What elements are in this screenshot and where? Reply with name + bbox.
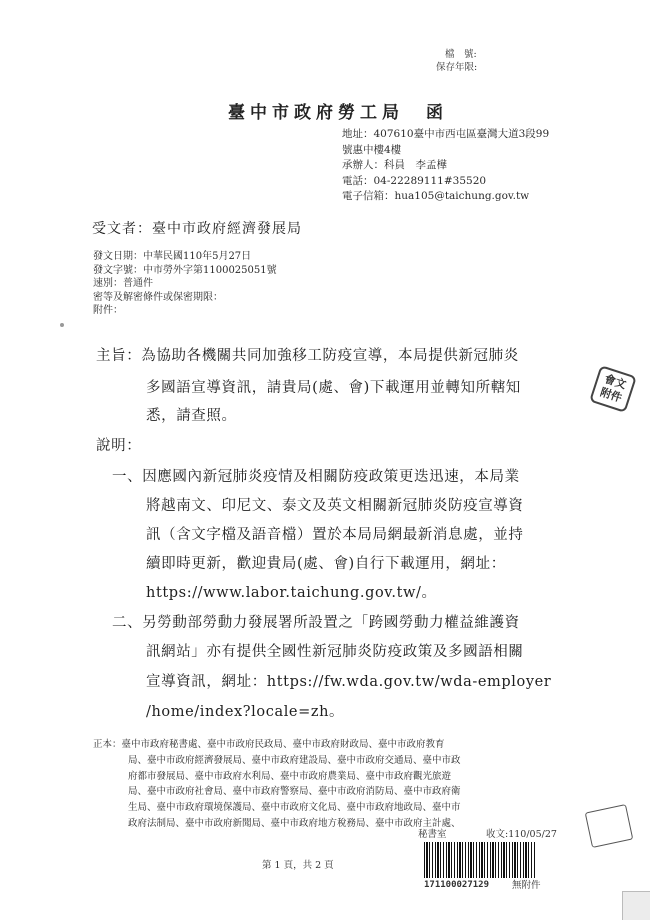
received-stamp — [589, 365, 637, 413]
retention-period-label: 保存年限: — [436, 62, 478, 73]
received-stamp-line-1: 會文 — [602, 372, 628, 392]
received-stamp-line-2: 附件 — [598, 385, 624, 405]
barcode-number: 171100027129 — [424, 880, 490, 890]
item1-url: https://www.labor.taichung.gov.tw/。 — [146, 585, 437, 601]
phone: 電話：04-22289111#35520 — [342, 174, 487, 187]
delivery-speed: 速別：普通件 — [93, 278, 153, 289]
contact-block — [342, 127, 549, 205]
no-attachment-note: 無附件 — [512, 880, 541, 891]
subject-line-3: 悉，請查照。 — [146, 408, 237, 424]
item2-line-1: 二、另勞動部勞動力發展署所設置之「跨國勞動力權益維護資 — [112, 615, 520, 631]
security-level: 密等及解密條件或保密期限： — [93, 291, 223, 303]
receipt-barcode — [424, 842, 536, 878]
item1-line-2: 將越南文、印尼文、泰文及英文相關新冠肺炎防疫宣導資 — [146, 498, 524, 514]
cc-line-2: 局、臺中市政府經濟發展局、臺中市政府建設局、臺中市政府交通局、臺中市政 — [128, 754, 461, 766]
email: 電子信箱：hua105@taichung.gov.tw — [342, 190, 530, 202]
item2-line-2: 訊網站」亦有提供全國性新冠肺炎防疫政策及多國語相關 — [146, 644, 524, 660]
cc-block — [93, 737, 461, 832]
item1-line-3: 訊（含文字檔及語音檔）置於本局局網最新消息處，並持 — [146, 527, 524, 543]
subject-line-2: 多國語宣導資訊，請貴局(處、會)下載運用並轉知所轄知 — [146, 380, 521, 396]
document-title: 臺中市政府勞工局 函 — [228, 103, 448, 123]
cc-line-1: 正本：臺中市政府秘書處、臺中市政府民政局、臺中市政府財政局、臺中市政府教育 — [93, 739, 445, 750]
file-number-label: 檔 號: — [445, 49, 477, 60]
page-number: 第 1 頁，共 2 頁 — [262, 860, 334, 871]
cc-line-6: 政府法制局、臺中市政府新聞局、臺中市政府地方稅務局、臺中市政府主計處、 — [128, 817, 461, 829]
item1-line-1: 一、因應國內新冠肺炎疫情及相關防疫政策更迭迅速，本局業 — [112, 469, 520, 485]
document-mark-icon — [585, 804, 634, 848]
page-corner-fold — [622, 891, 650, 920]
meta-block — [93, 250, 277, 318]
receipt-office: 秘書室 — [418, 829, 447, 840]
subject-line-1: 主旨：為協助各機關共同加強移工防疫宣導，本局提供新冠肺炎 — [96, 348, 519, 364]
item2-line-4: /home/index?locale=zh。 — [146, 704, 345, 720]
receipt-date: 收文:110/05/27 — [486, 829, 557, 840]
explanation-heading: 說明： — [96, 438, 142, 454]
cc-line-5: 生局、臺中市政府環境保護局、臺中市政府文化局、臺中市政府地政局、臺中市 — [128, 802, 461, 814]
cc-line-3: 府都市發展局、臺中市政府水利局、臺中市政府農業局、臺中市政府觀光旅遊 — [128, 770, 452, 782]
item1-line-4: 續即時更新，歡迎貴局(處、會)自行下載運用，網址： — [146, 556, 506, 572]
item2-line-3: 宣導資訊，網址：https://fw.wda.gov.tw/wda-employer — [146, 674, 552, 690]
address-line-1: 地址：407610臺中市西屯區臺灣大道3段99 — [342, 128, 550, 140]
document-number: 發文字號：中市勞外字第1100025051號 — [93, 264, 277, 276]
attachment-label: 附件： — [93, 305, 123, 316]
recipient: 受文者：臺中市政府經濟發展局 — [92, 221, 302, 237]
cc-line-4: 局、臺中市政府社會局、臺中市政府警察局、臺中市政府消防局、臺中市政府衛 — [128, 786, 461, 798]
issue-date: 發文日期：中華民國110年5月27日 — [93, 251, 252, 262]
binding-hole-dot — [60, 323, 64, 327]
address-line-2: 號惠中樓4樓 — [342, 143, 402, 156]
handler: 承辦人：科員 李孟樺 — [342, 159, 447, 171]
